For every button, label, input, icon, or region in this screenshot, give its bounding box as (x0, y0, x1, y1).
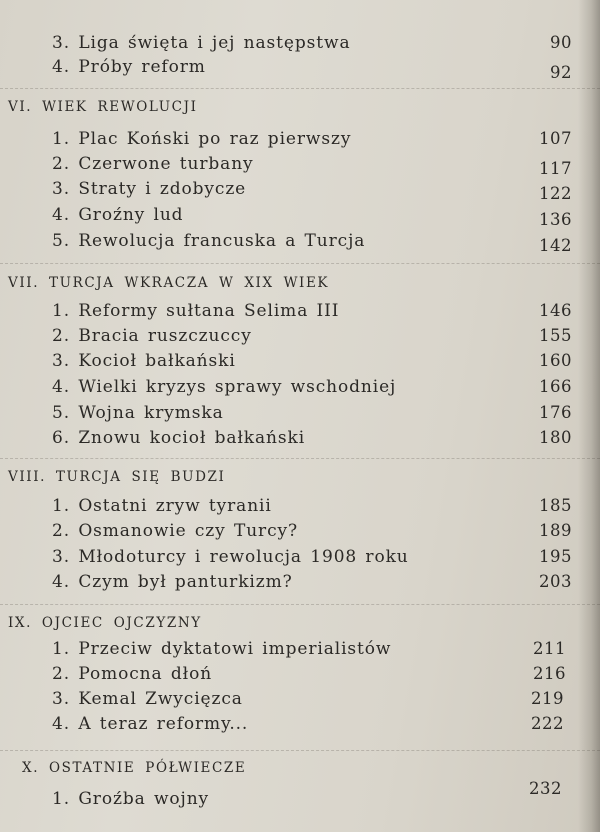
toc-entry (0, 323, 600, 349)
entry-title: 1. Ostatni zryw tyranii (52, 496, 272, 516)
section-divider (0, 458, 600, 459)
toc-entry (0, 202, 600, 228)
entry-title: 5. Wojna krymska (52, 403, 224, 423)
toc-entry (0, 779, 600, 812)
entry-page-number: 232 (529, 779, 562, 798)
toc-entry (0, 348, 600, 374)
toc-entry (0, 151, 600, 177)
toc-entry (0, 374, 600, 400)
toc-entry (0, 126, 600, 152)
entry-title: 5. Rewolucja francuska a Turcja (52, 231, 366, 251)
toc-entry (0, 518, 600, 544)
toc-entry (0, 30, 600, 56)
entry-page-number: 117 (539, 159, 572, 178)
toc-entry (0, 569, 600, 595)
entry-page-number: 189 (539, 521, 572, 540)
entry-title: 6. Znowu kocioł bałkański (52, 428, 306, 448)
entry-page-number: 176 (539, 403, 572, 422)
toc-entry (0, 544, 600, 570)
toc-entry (0, 686, 600, 712)
entry-title: 3. Straty i zdobycze (52, 179, 247, 199)
section-title: X. OSTATNIE PÓŁWIECZE (22, 760, 247, 776)
entry-title: 1. Groźba wojny (52, 789, 210, 809)
entry-page-number: 122 (539, 184, 572, 203)
entry-title: 1. Reformy sułtana Selima III (52, 301, 340, 321)
section-divider (0, 88, 600, 89)
section-divider (0, 263, 600, 264)
section-title: IX. OJCIEC OJCZYZNY (8, 615, 202, 631)
entry-title: 1. Plac Koński po raz pierwszy (52, 129, 352, 149)
toc-entry (0, 176, 600, 202)
entry-title: 2. Czerwone turbany (52, 154, 254, 174)
toc-entry (0, 661, 600, 687)
entry-page-number: 136 (539, 210, 572, 229)
entry-title: 4. A teraz reformy... (52, 714, 249, 734)
entry-page-number: 195 (539, 547, 572, 566)
entry-title: 2. Pomocna dłoń (52, 664, 213, 684)
entry-page-number: 146 (539, 301, 572, 320)
entry-page-number: 160 (539, 351, 572, 370)
section-title: VI. WIEK REWOLUCJI (8, 99, 198, 115)
toc-entry (0, 228, 600, 254)
entry-page-number: 92 (550, 63, 572, 82)
entry-title: 3. Liga święta i jej następstwa (52, 33, 351, 53)
entry-title: 2. Osmanowie czy Turcy? (52, 521, 299, 541)
entry-page-number: 180 (539, 428, 572, 447)
section-heading-ix (0, 610, 600, 636)
section-divider (0, 604, 600, 605)
entry-page-number: 107 (539, 129, 572, 148)
entry-page-number: 203 (539, 572, 572, 591)
entry-title: 3. Młodoturcy i rewolucja 1908 roku (52, 547, 409, 567)
entry-page-number: 185 (539, 496, 572, 515)
section-heading-vii (0, 270, 600, 296)
entry-title: 2. Bracia ruszczuccy (52, 326, 252, 346)
entry-title: 4. Groźny lud (52, 205, 184, 225)
entry-title: 4. Próby reform (52, 57, 206, 77)
entry-page-number: 166 (539, 377, 572, 396)
section-heading-x (0, 755, 600, 781)
entry-title: 3. Kocioł bałkański (52, 351, 236, 371)
toc-entry (0, 711, 600, 737)
toc-entry (0, 493, 600, 519)
entry-title: 4. Czym był panturkizm? (52, 572, 293, 592)
section-title: VIII. TURCJA SIĘ BUDZI (8, 469, 226, 485)
entry-title: 1. Przeciw dyktatowi imperialistów (52, 639, 392, 659)
section-heading-vi (0, 94, 600, 120)
toc-entry (0, 54, 600, 80)
entry-page-number: 216 (533, 664, 566, 683)
toc-entry (0, 400, 600, 426)
entry-page-number: 90 (550, 33, 572, 52)
entry-page-number: 155 (539, 326, 572, 345)
toc-entry (0, 298, 600, 324)
toc-entry (0, 636, 600, 662)
entry-page-number: 142 (539, 236, 572, 255)
section-heading-viii (0, 464, 600, 490)
section-title: VII. TURCJA WKRACZA W XIX WIEK (8, 275, 330, 291)
section-divider (0, 750, 600, 751)
entry-page-number: 211 (533, 639, 566, 658)
entry-page-number: 222 (531, 714, 564, 733)
entry-title: 4. Wielki kryzys sprawy wschodniej (52, 377, 397, 397)
entry-title: 3. Kemal Zwycięzca (52, 689, 243, 709)
entry-page-number: 219 (531, 689, 564, 708)
toc-entry (0, 425, 600, 451)
